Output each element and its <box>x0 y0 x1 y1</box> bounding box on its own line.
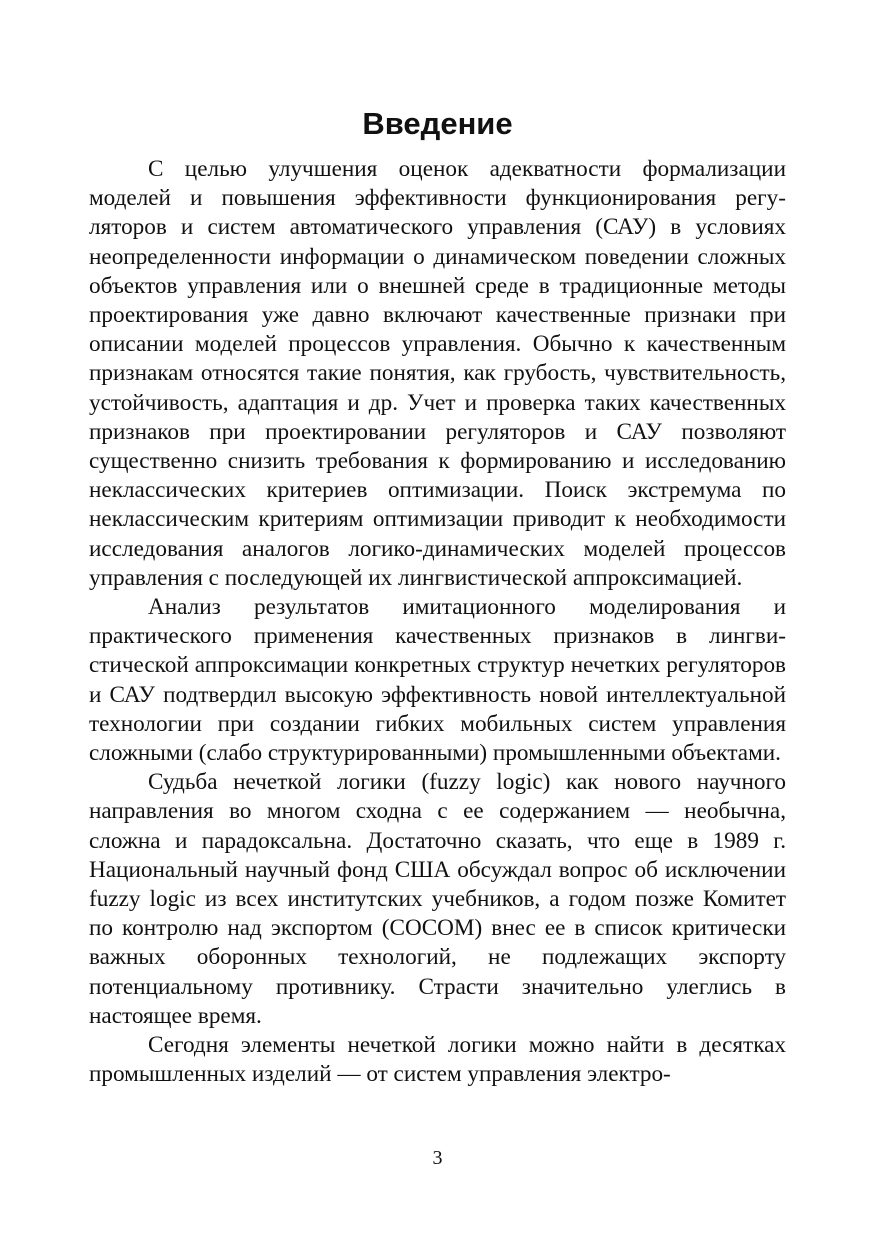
body-text <box>89 155 786 1090</box>
paragraph-3: Судьба нечеткой логики (fuzzy logic) как нового научного направления во многом сходна с ее содержанием — необычна, сложна и парадоксальна. Достаточно сказать, что еще в 1989 г. Национальный научный фонд США обсуждал вопрос об исключении fuzzy logic из всех институтских учебников, а годом позже Комитет по контролю над экспортом (COCOM) внес ее в список критически важных оборонных технологий, не подлежащих экспорту потенциальному противнику. Страсти значительно улеглись в настоящее время. <box>89 769 786 1029</box>
page-title: Введение <box>362 106 513 141</box>
paragraph-2: Анализ результатов имитационного моделирования и практического применения качественных признаков в лингвистической аппроксимации конкретных структур нечетких регуляторов и САУ подтвердил высокую эффективность новой интеллектуальной технологии при создании гибких мобильных систем управления сложными (слабо структурированными) промышленными объектами. <box>89 594 786 767</box>
page-number: 3 <box>432 1147 443 1169</box>
paragraph-1: С целью улучшения оценок адекватности формализации моделей и повышения эффективности функционирования регуляторов и систем автоматического управления (САУ) в условиях неопределенности информации о динамическом поведении сложных объектов управления или о внешней среде в традиционные методы проектирования уже давно включают качественные признаки при описании моделей процессов управления. Обычно к качественным признакам относятся такие понятия, как грубость, чувствительность, устойчивость, адаптация и др. Учет и проверка таких качественных признаков при проектировании регуляторов и САУ позволяют существенно снизить требования к формированию и исследованию неклассических критериев оптимизации. Поиск экстремума по неклассическим критериям оптимизации приводит к необходимости исследования аналогов логико-динамических моделей процессов управления с последующей их лингвистической аппроксимацией. <box>89 156 786 591</box>
paragraph-4: Сегодня элементы нечеткой логики можно найти в десятках промышленных изделий — от систем управления электро- <box>89 1032 786 1088</box>
